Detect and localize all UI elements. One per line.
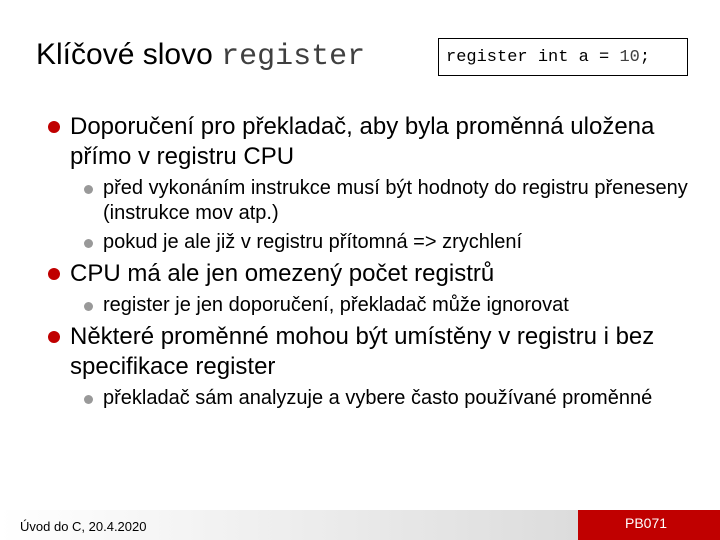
code-keyword-int: int <box>537 48 569 67</box>
footer-course-date: Úvod do C, 20.4.2020 <box>20 519 147 534</box>
sub-bullet-dot-icon <box>84 395 93 404</box>
bullet-dot-icon <box>48 331 60 343</box>
code-keyword-register: register <box>446 48 528 67</box>
bullet-dot-icon <box>48 121 60 133</box>
sub-bullet-text: před vykonáním instrukce musí být hodnoty do registru přeneseny (instrukce mov atp.) <box>103 177 688 224</box>
sub-bullet-text: pokud je ale již v registru přítomná => zrychlení <box>103 231 523 253</box>
title-keyword: register <box>221 40 366 74</box>
code-number: 10 <box>619 48 640 67</box>
sub-bullet-dot-icon <box>84 185 93 194</box>
footer-course-code: PB071 <box>625 515 668 531</box>
bullet-text: Některé proměnné mohou být umístěny v registru i bez specifikace register <box>70 323 655 380</box>
sub-bullet-item <box>82 230 696 255</box>
title-text: Klíčové slovo <box>36 38 222 71</box>
bullet-list <box>46 112 696 415</box>
bullet-text: Doporučení pro překladač, aby byla proměnná uložena přímo v registru CPU <box>70 113 655 170</box>
sub-bullet-text: register je jen doporučení, překladač může ignorovat <box>103 294 569 316</box>
code-example-box <box>438 38 688 76</box>
sub-bullet-item <box>82 386 696 411</box>
bullet-item <box>46 112 696 172</box>
bullet-text: CPU má ale jen omezený počet registrů <box>70 260 495 287</box>
code-semicolon: ; <box>639 48 651 67</box>
slide-title <box>36 38 365 74</box>
bullet-dot-icon <box>48 268 60 280</box>
bullet-item <box>46 259 696 289</box>
sub-bullet-text: překladač sám analyzuje a vybere často používané proměnné <box>103 387 653 409</box>
sub-bullet-item <box>82 293 696 318</box>
sub-bullet-dot-icon <box>84 302 93 311</box>
sub-bullet-item <box>82 176 696 226</box>
slide-footer <box>0 510 720 540</box>
code-assignment: a = <box>578 48 610 67</box>
sub-bullet-dot-icon <box>84 239 93 248</box>
bullet-item <box>46 322 696 382</box>
